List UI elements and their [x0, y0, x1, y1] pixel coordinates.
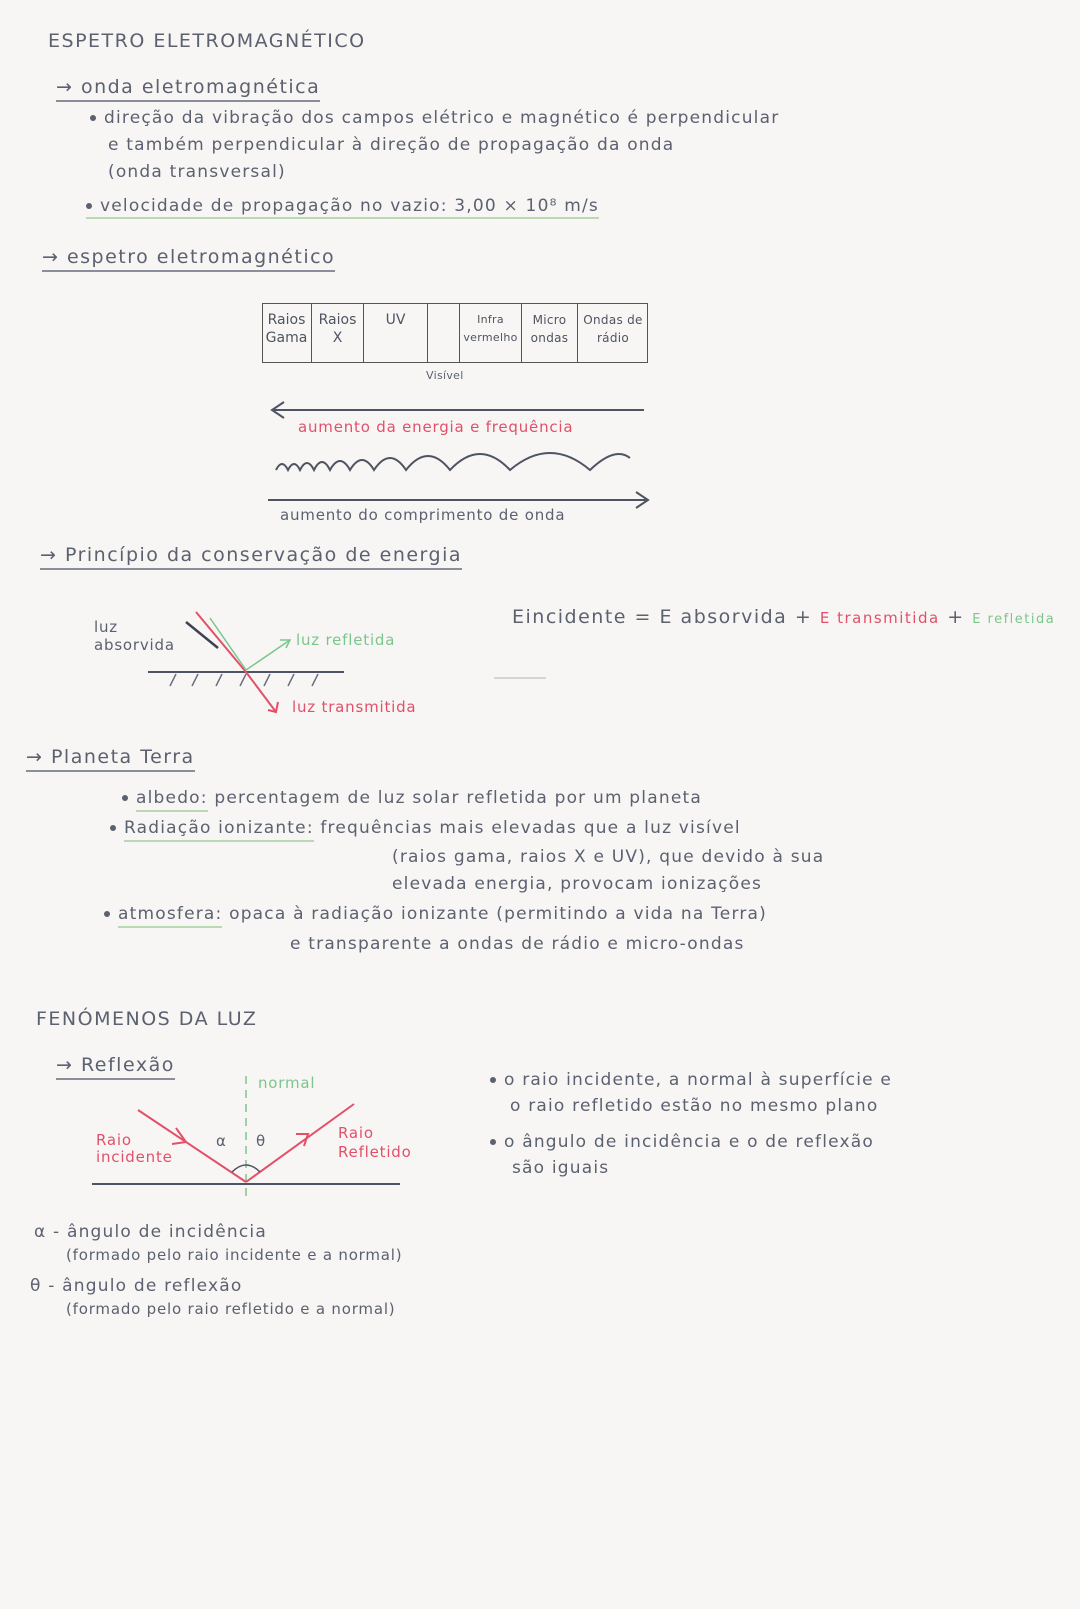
- albedo-def: percentagem de luz solar refletida por um planeta: [214, 788, 702, 808]
- onda-b2: velocidade de propagação no vazio: 3,00 × 10⁸ m/s: [100, 196, 599, 216]
- luz-refletida-label: luz refletida: [296, 631, 396, 649]
- incident-green-ray: [210, 618, 246, 670]
- theta-def-1: θ - ângulo de reflexão: [30, 1276, 243, 1296]
- cell-uv: UV: [364, 303, 428, 363]
- albedo-term: albedo:: [136, 788, 208, 812]
- alpha-def-1: α - ângulo de incidência: [34, 1222, 267, 1242]
- raio-refletido-label: Raio Refletido: [338, 1124, 412, 1161]
- raio-incidente-label: Raio incidente: [96, 1131, 173, 1166]
- onda-heading: → onda eletromagnética: [56, 78, 320, 102]
- rule1-line2: o raio refletido estão no mesmo plano: [510, 1096, 879, 1116]
- terra-heading: → Planeta Terra: [26, 748, 195, 772]
- radiacao-def1: frequências mais elevadas que a luz visível: [320, 818, 741, 838]
- eq-equals: =: [634, 606, 652, 628]
- reflected-ray-reflection: [246, 1104, 354, 1182]
- cell-raios-x: Raios X: [312, 303, 364, 363]
- section-title-espetro: ESPETRO ELETROMAGNÉTICO: [48, 30, 366, 52]
- surface-hatch: [170, 674, 318, 686]
- onda-b1-line3: (onda transversal): [108, 162, 286, 182]
- atmosfera-def2: e transparente a ondas de rádio e micro-ondas: [290, 934, 745, 954]
- atmosfera-def1: opaca à radiação ionizante (permitindo a vida na Terra): [229, 904, 767, 924]
- visivel-label: Visível: [426, 369, 464, 382]
- section-title-fenomenos: FENÓMENOS DA LUZ: [36, 1008, 258, 1030]
- rule1-line1: o raio incidente, a normal à superfície e: [504, 1070, 893, 1090]
- normal-label: normal: [258, 1074, 316, 1092]
- energy-label: aumento da energia e frequência: [298, 418, 574, 436]
- incident-ray-reflection: [138, 1110, 246, 1182]
- eq-incidente: Eincidente: [512, 606, 627, 628]
- theta-def-2: (formado pelo raio refletido e a normal): [66, 1300, 396, 1318]
- alpha-def-2: (formado pelo raio incidente e a normal): [66, 1246, 403, 1264]
- reflected-ray: [246, 640, 290, 670]
- cell-infravermelho: Infra vermelho: [460, 303, 522, 363]
- incident-ray: [196, 612, 246, 672]
- eq-plus-1: +: [794, 606, 813, 628]
- transmitted-ray: [246, 672, 276, 712]
- radiacao-def2: (raios gama, raios X e UV), que devido à sua: [392, 847, 825, 867]
- cell-ondas-radio: Ondas de rádio: [583, 313, 643, 345]
- incident-arrow-head: [172, 1128, 186, 1144]
- wave-squiggle: [276, 453, 630, 470]
- radiacao-term: Radiação ionizante:: [124, 818, 314, 842]
- rule2-line2: são iguais: [512, 1158, 610, 1178]
- espetro-heading: → espetro eletromagnético: [42, 248, 335, 272]
- conservacao-heading: → Princípio da conservação de energia: [40, 546, 462, 570]
- alpha-symbol: α: [216, 1132, 227, 1150]
- rule2-line1: o ângulo de incidência e o de reflexão: [504, 1132, 874, 1152]
- radiacao-def3: elevada energia, provocam ionizações: [392, 874, 763, 894]
- onda-b1-line2: e também perpendicular à direção de propagação da onda: [108, 135, 675, 155]
- reflexao-heading: → Reflexão: [56, 1056, 175, 1080]
- theta-symbol: θ: [256, 1132, 266, 1150]
- atmosfera-term: atmosfera:: [118, 904, 222, 928]
- eq-refletida: E refletida: [972, 612, 1056, 627]
- luz-absorvida-label: luz absorvida: [94, 618, 175, 654]
- eq-absorvida: E absorvida: [659, 606, 788, 628]
- eq-plus-2: +: [947, 606, 965, 628]
- wavelength-label: aumento do comprimento de onda: [280, 506, 566, 524]
- eq-transmitida: E transmitida: [819, 609, 940, 627]
- cell-raios-gama: Raios Gama: [262, 303, 312, 363]
- absorbed-ray: [186, 622, 218, 648]
- onda-b1-line1: direção da vibração dos campos elétrico e magnético é perpendicular: [104, 108, 780, 128]
- luz-transmitida-label: luz transmitida: [292, 698, 417, 716]
- cell-micro-ondas: Micro ondas: [522, 303, 578, 363]
